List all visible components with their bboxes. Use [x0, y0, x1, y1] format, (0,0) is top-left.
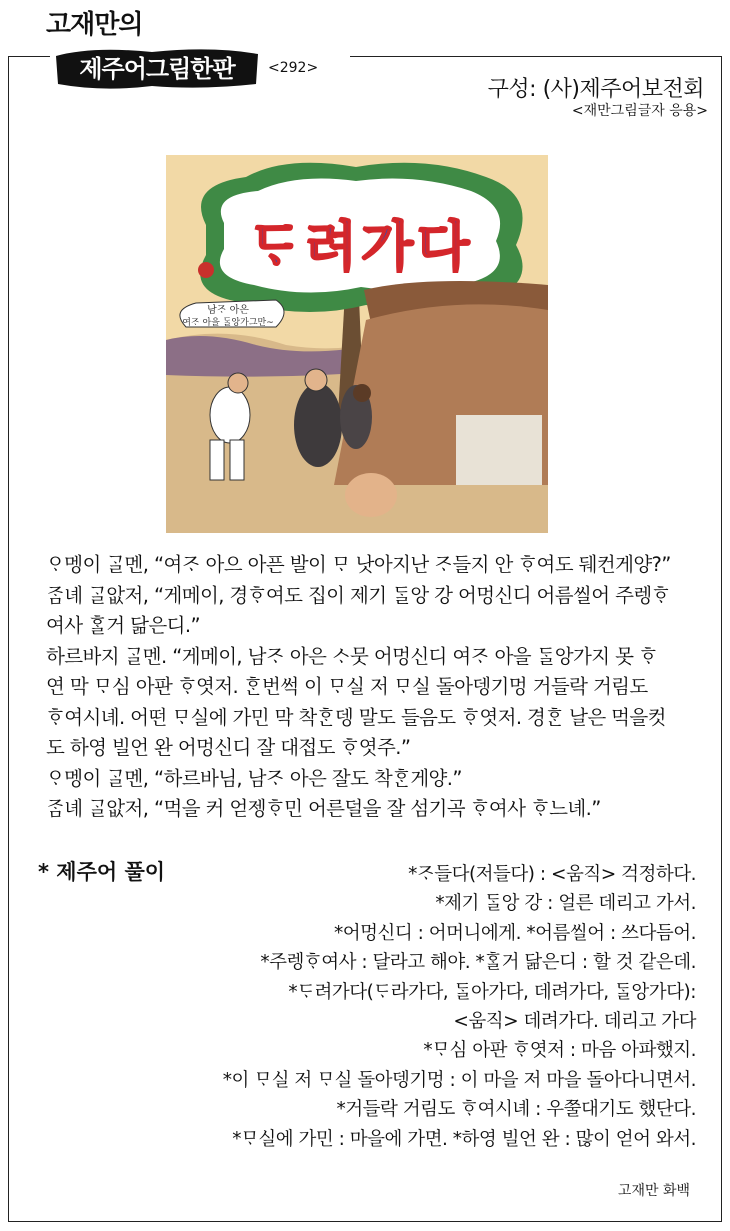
glossary-item: *주렝ᄒᆞ여사 : 달라고 해야. *ᄒᆞᆯ거 닮은디 : 할 것 같은데. [260, 952, 696, 974]
credit-sub: <재만그림글자 응용> [571, 103, 708, 119]
illustration [166, 155, 548, 533]
speech-line-1: 남ᄌᆞ 아은 [207, 305, 249, 316]
story-text [46, 550, 706, 825]
illustration-title: ᄃᆞ려가다 [248, 215, 474, 278]
glossary-item: *거들락 거림도 ᄒᆞ여시녜 : 우쭐대기도 했단다. [336, 1099, 696, 1121]
story-line: ᄒᆞ여시녜. 어떤 ᄆᆞ실에 가민 막 착ᄒᆞᆫ뎅 말도 들음도 ᄒᆞ엿저. 경ᄒᆞᆫ 날은 먹을컷 [46, 705, 666, 729]
story-line: 도 하영 빌언 완 어멍신디 잘 대접도 ᄒᆞ엿주.” [46, 736, 411, 759]
series-name: 고재만의 [46, 10, 143, 40]
glossary-item: *제기 ᄃᆞᆯ앙 강 : 얼른 데리고 가서. [435, 893, 696, 915]
story-line: ᄌᆞᆷ녜 ᄀᆞᆯ앖저, “게메이, 경ᄒᆞ여도 집이 제기 ᄃᆞᆯ앙 강 어멍신디 어름씰어 주렝ᄒᆞ [46, 583, 670, 607]
speech-line-2: 여ᄌᆞ 아을 ᄃᆞᆯ앙가그만~ [182, 318, 274, 328]
glossary-item: *ᄌᆞ들다(저들다) : <움직> 걱정하다. [408, 864, 696, 885]
credit: 구성: (사)제주어보전회 [487, 77, 704, 102]
glossary-item: *어멍신디 : 어머니에게. *어름씰어 : 쓰다듬어. [334, 922, 696, 944]
signature: 고재만 화백 [617, 1183, 690, 1199]
glossary-item: *이 ᄆᆞ실 저 ᄆᆞ실 돌아뎅기멍 : 이 마을 저 마을 돌아다니면서. [222, 1069, 696, 1091]
story-line: 하르바지 ᄀᆞᆯ멘. “게메이, 남ᄌᆞ 아은 ᄉᆞ뭇 어멍신디 여ᄌᆞ 아을 ᄃᆞᆯ앙가지 못 ᄒᆞ [46, 644, 658, 668]
glossary-item: <움직> 데려가다. 데리고 가다 [453, 1011, 696, 1033]
issue-number: <292> [268, 60, 319, 76]
logo-text: 제주어그림한판 [79, 55, 235, 83]
series-logo [52, 44, 262, 92]
story-line: ᄋᆞ멩이 ᄀᆞᆯ멘, “하르바님, 남ᄌᆞ 아은 잘도 착ᄒᆞᆫ게양.” [46, 766, 462, 790]
story-line: ᄋᆞ멩이 ᄀᆞᆯ멘, “여ᄌᆞ 아으 아픈 발이 ᄆᆞ 낫아지난 ᄌᆞ들지 안 ᄒᆞ여도 뒈컨게양?” [46, 553, 671, 576]
story-line: 여사 ᄒᆞᆯ거 닮은디.” [46, 614, 200, 637]
glossary-item: *ᄆᆞ심 아판 ᄒᆞ엿저 : 마음 아파했지. [423, 1040, 696, 1062]
glossary-item: *ᄃᆞ려가다(ᄃᆞ라가다, ᄃᆞᆯ아가다, 데려가다, ᄃᆞᆯ앙가다): [288, 981, 696, 1003]
glossary-title: * 제주어 풀이 [38, 860, 166, 884]
glossary-list [223, 860, 696, 1154]
story-line: ᄌᆞᆷ녜 ᄀᆞᆯ앖저, “먹을 커 얻젱ᄒᆞ민 어른덜을 잘 섬기곡 ᄒᆞ여사 ᄒᆞ느녜.” [46, 797, 601, 820]
story-line: 연 막 ᄆᆞ심 아판 ᄒᆞ엿저. ᄒᆞᆫ번썩 이 ᄆᆞ실 저 ᄆᆞ실 돌아뎅기멍 거들락 거림도 [46, 675, 648, 698]
glossary-item: *ᄆᆞ실에 가민 : 마을에 가면. *하영 빌언 완 : 많이 얻어 와서. [232, 1128, 696, 1150]
